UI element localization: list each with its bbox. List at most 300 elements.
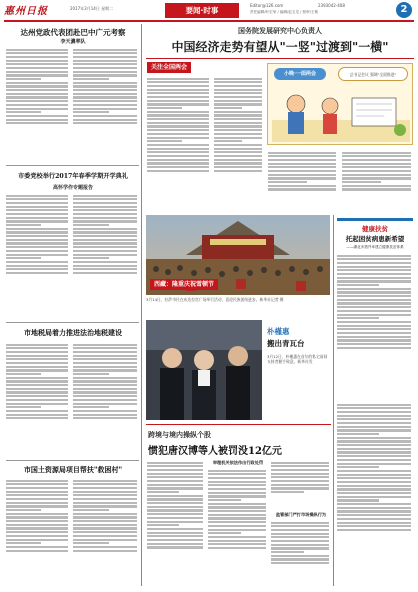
text-line [147, 129, 209, 131]
text-line [6, 268, 68, 270]
text-line [337, 280, 411, 282]
text-line [73, 265, 137, 267]
section-banner: 关注全国两会 [147, 62, 191, 73]
text-line [271, 476, 329, 478]
text-line [271, 473, 329, 475]
text-line [73, 491, 137, 493]
text-line [73, 108, 137, 110]
text-line [73, 498, 137, 500]
text-line [147, 114, 209, 116]
text-line [337, 277, 411, 279]
editor-phone: 2393042-408 [318, 3, 345, 8]
text-line [147, 532, 203, 534]
text-line [147, 495, 203, 497]
text-line [337, 325, 411, 327]
text-line [337, 299, 411, 301]
text-line [6, 231, 68, 233]
text-line [6, 202, 68, 204]
text-line [214, 162, 262, 164]
text-line [147, 535, 203, 537]
text-line [147, 521, 203, 523]
issue-date: 2017年3月14日 星期二 [70, 6, 114, 11]
text-line [337, 444, 411, 446]
text-line [6, 228, 68, 230]
text-line [147, 81, 209, 83]
text-line [147, 546, 203, 548]
text-line [73, 261, 137, 263]
feature-headline: 托起困贫病患新希望 [345, 235, 405, 243]
text-line [73, 535, 137, 537]
article-body [268, 150, 338, 212]
text-line [337, 485, 411, 487]
text-line [271, 525, 329, 527]
text-line [73, 417, 137, 419]
text-line [214, 89, 262, 91]
text-line [6, 406, 41, 408]
text-line [337, 522, 411, 524]
text-line [73, 100, 137, 102]
text-line [214, 111, 262, 113]
text-line [6, 366, 68, 368]
article-body [73, 47, 139, 159]
text-line [147, 140, 182, 142]
text-line [73, 195, 137, 197]
text-line [337, 507, 411, 509]
text-line [214, 81, 262, 83]
text-line [337, 332, 411, 334]
text-line [6, 377, 68, 379]
text-line [73, 344, 137, 346]
text-line [342, 174, 411, 176]
text-line [271, 544, 329, 546]
text-line [337, 339, 411, 341]
text-line [6, 67, 68, 69]
feature-rule [337, 218, 413, 221]
text-line [214, 140, 242, 142]
text-line [73, 527, 137, 529]
text-line [6, 550, 68, 552]
text-line [147, 166, 209, 168]
text-line [73, 483, 137, 485]
text-line [6, 509, 41, 511]
text-line [147, 513, 203, 515]
text-line [73, 524, 137, 526]
article-body [342, 150, 413, 212]
divider [6, 322, 139, 323]
text-line [6, 265, 68, 267]
text-line [214, 114, 262, 116]
text-line [6, 195, 68, 197]
text-line [147, 125, 209, 127]
text-line [73, 366, 137, 368]
text-line [73, 122, 137, 124]
article-subhead: 审理机关依法作出行政处罚 [212, 460, 264, 465]
text-line [147, 96, 209, 98]
text-line [208, 521, 266, 523]
text-line [337, 503, 411, 505]
text-line [268, 185, 336, 187]
text-line [73, 49, 137, 51]
divider [6, 165, 139, 166]
text-line [73, 231, 137, 233]
article-body [147, 460, 205, 586]
text-line [6, 344, 68, 346]
text-line [208, 484, 266, 486]
editor-credits: 责任编辑/叶宏荣 / 编辑/赵玉龙 / 校审/王敏 [250, 10, 319, 14]
text-line [214, 144, 262, 146]
text-line [337, 481, 411, 483]
text-line [147, 103, 209, 105]
text-line [147, 155, 209, 157]
text-line [6, 220, 68, 222]
text-line [6, 483, 68, 485]
article-body [73, 193, 139, 311]
text-line [337, 347, 411, 349]
text-line [73, 351, 137, 353]
cartoon-drawing [272, 84, 410, 142]
text-line [147, 151, 209, 153]
text-line [73, 550, 137, 552]
text-line [73, 217, 137, 219]
text-line [337, 470, 411, 472]
article-body [147, 76, 211, 212]
text-line [6, 388, 68, 390]
text-line [73, 384, 137, 386]
text-line [6, 122, 68, 124]
text-line [73, 56, 137, 58]
text-line [73, 93, 137, 95]
text-line [6, 209, 68, 211]
text-line [6, 362, 68, 364]
text-line [6, 391, 68, 393]
text-line [147, 118, 209, 120]
text-line [268, 188, 336, 190]
text-line [73, 250, 137, 252]
article-subhead: 监管部门严打市场操纵行为 [275, 512, 327, 517]
text-line [342, 152, 411, 154]
text-line [6, 347, 68, 349]
text-line [214, 166, 262, 168]
text-line [73, 373, 109, 375]
text-line [337, 411, 411, 413]
text-line [214, 170, 262, 172]
text-line [73, 96, 137, 98]
text-line [73, 380, 137, 382]
text-line [6, 100, 68, 102]
text-line [6, 52, 68, 54]
text-line [147, 462, 203, 464]
text-line [208, 488, 266, 490]
text-line [6, 395, 68, 397]
text-line [214, 103, 262, 105]
text-line [73, 239, 137, 241]
text-line [208, 536, 266, 538]
text-line [337, 451, 411, 453]
text-line [6, 531, 68, 533]
text-line [147, 543, 203, 545]
text-line [73, 516, 137, 518]
text-line [6, 115, 68, 117]
text-line [6, 111, 41, 113]
text-line [342, 166, 411, 168]
text-line [214, 100, 262, 102]
text-line [6, 49, 68, 51]
text-line [6, 351, 68, 353]
text-line [6, 358, 68, 360]
text-line [6, 261, 68, 263]
text-line [73, 347, 137, 349]
article-body [73, 478, 139, 586]
text-line [337, 448, 411, 450]
text-line [271, 529, 329, 531]
divider [6, 460, 139, 461]
article-body [6, 342, 70, 452]
text-line [73, 272, 137, 274]
text-line [73, 111, 109, 113]
text-line [73, 85, 137, 87]
text-line [6, 355, 68, 357]
text-line [6, 119, 68, 121]
article-body [271, 460, 331, 510]
text-line [73, 220, 137, 222]
text-line [214, 129, 262, 131]
text-line [337, 317, 379, 319]
text-line [208, 525, 266, 527]
text-line [208, 481, 266, 483]
text-line [73, 505, 137, 507]
article-body [337, 253, 413, 393]
text-line [208, 517, 266, 519]
text-line [73, 60, 137, 62]
text-line [214, 137, 262, 139]
text-line [147, 159, 209, 161]
text-line [73, 268, 137, 270]
text-line [147, 517, 203, 519]
text-line [6, 384, 68, 386]
text-line [6, 239, 68, 241]
article-headline: 惯犯唐汉博等人被罚没12亿元 [148, 446, 282, 457]
text-line [342, 185, 411, 187]
text-line [6, 373, 41, 375]
text-line [6, 524, 68, 526]
text-line [73, 391, 137, 393]
text-line [147, 487, 203, 489]
speech-bubble: 总书记会议 强调"全面推进" [338, 67, 408, 81]
text-line [147, 133, 209, 135]
text-line [6, 257, 41, 259]
text-line [342, 159, 411, 161]
photo-caption: 3月14日，拉萨市民在布达拉宫广场举行活动，喜迎民族团结进步。新华社记者 摄 [146, 297, 284, 302]
text-line [147, 476, 203, 478]
text-line [337, 262, 411, 264]
text-line [73, 78, 109, 80]
article-headline: 市地税局着力推进法治地税建设 [24, 328, 122, 337]
article-subhead: 李天濃率队 [60, 39, 86, 45]
text-line [6, 502, 68, 504]
text-line [268, 163, 336, 165]
text-line [214, 96, 262, 98]
text-line [6, 417, 68, 419]
text-line [147, 502, 203, 504]
text-line [73, 119, 137, 121]
text-line [147, 528, 203, 530]
sidebar-tag: 朴槿惠 [267, 327, 290, 336]
text-line [342, 177, 411, 179]
text-line [6, 235, 68, 237]
text-line [6, 198, 68, 200]
text-line [337, 321, 411, 323]
text-line [337, 302, 411, 304]
text-line [214, 151, 262, 153]
text-line [147, 484, 203, 486]
text-line [271, 547, 329, 549]
text-line [337, 266, 411, 268]
page-number: 2 [396, 2, 412, 18]
text-line [6, 414, 68, 416]
article-headline: 市委党校举行2017年春季学期开学典礼 [17, 173, 129, 180]
text-line [208, 510, 266, 512]
text-line [147, 137, 209, 139]
text-line [73, 369, 137, 371]
text-line [73, 82, 137, 84]
text-line [208, 547, 266, 549]
text-line [6, 104, 68, 106]
text-line [73, 395, 137, 397]
text-line [73, 414, 137, 416]
text-line [73, 362, 137, 364]
text-line [337, 288, 411, 290]
text-line [6, 539, 68, 541]
text-line [73, 480, 137, 482]
text-line [6, 369, 68, 371]
text-line [337, 306, 411, 308]
text-line [208, 506, 266, 508]
text-line [214, 125, 262, 127]
text-line [6, 78, 41, 80]
text-line [6, 89, 68, 91]
text-line [147, 473, 203, 475]
text-line [6, 498, 68, 500]
text-line [6, 491, 68, 493]
text-line [268, 170, 336, 172]
text-line [271, 555, 329, 557]
text-line [268, 155, 336, 157]
text-line [271, 522, 329, 524]
text-line [73, 546, 137, 548]
text-line [271, 533, 329, 535]
text-line [337, 415, 411, 417]
headline-rule [146, 58, 414, 59]
text-line [342, 163, 411, 165]
text-line [147, 506, 203, 508]
text-line [208, 492, 266, 494]
text-line [208, 532, 241, 534]
text-line [147, 100, 209, 102]
text-line [342, 155, 411, 157]
text-line [268, 166, 336, 168]
text-line [6, 82, 68, 84]
text-line [73, 254, 137, 256]
text-line [147, 491, 179, 493]
editorial-cartoon [267, 63, 413, 145]
text-line [73, 242, 137, 244]
text-line [337, 492, 411, 494]
text-line [6, 60, 68, 62]
text-line [6, 85, 68, 87]
sidebar-caption: 3月12日，朴槿惠在首尔的私宅前同支持者握手致意。新华社发 [267, 354, 328, 364]
text-line [214, 159, 262, 161]
text-line [6, 516, 68, 518]
text-line [73, 228, 137, 230]
text-line [271, 536, 329, 538]
text-line [208, 529, 266, 531]
text-line [337, 510, 411, 512]
text-line [73, 509, 109, 511]
text-line [337, 273, 411, 275]
text-line [214, 107, 242, 109]
text-line [73, 235, 137, 237]
text-line [208, 470, 266, 472]
text-line [337, 291, 411, 293]
text-line [337, 418, 411, 420]
text-line [73, 206, 137, 208]
article-kicker: 跨境与境内操纵个股 [148, 431, 211, 439]
article-body [214, 76, 264, 212]
text-line [337, 488, 411, 490]
article-body [337, 402, 413, 586]
text-line [337, 426, 411, 428]
text-line [6, 217, 68, 219]
feature-subhead: ——湖北多措并举建立健康扶贫体系 [346, 245, 404, 249]
article-kicker: 国务院发展研究中心负责人 [238, 27, 322, 35]
text-line [214, 148, 262, 150]
text-line [147, 162, 209, 164]
article-subhead: 高怀学作专题报告 [52, 185, 93, 191]
photo-caption-tag: 西藏：隆重庆祝雪顿节 [150, 279, 218, 290]
text-line [271, 540, 329, 542]
text-line [6, 272, 68, 274]
text-line [73, 67, 137, 69]
text-line [73, 224, 109, 226]
text-line [6, 56, 68, 58]
article-body [6, 478, 70, 586]
text-line [73, 74, 137, 76]
text-line [268, 152, 336, 154]
text-line [6, 74, 68, 76]
text-line [73, 388, 137, 390]
text-line [147, 122, 209, 124]
text-line [214, 85, 262, 87]
text-line [73, 213, 137, 215]
text-line [73, 399, 137, 401]
text-line [147, 148, 209, 150]
text-line [147, 144, 209, 146]
section-title: 要闻·时事 [165, 3, 239, 18]
divider [146, 424, 331, 425]
text-line [208, 499, 241, 501]
text-line [6, 96, 68, 98]
text-line [6, 480, 68, 482]
text-line [147, 469, 203, 471]
press-photo [146, 320, 262, 420]
text-line [73, 502, 137, 504]
text-line [6, 224, 41, 226]
text-line [73, 520, 137, 522]
text-line [147, 509, 203, 511]
text-line [6, 546, 68, 548]
article-headline: 达州党政代表团赴巴中广元考察 [20, 28, 126, 37]
text-line [268, 159, 336, 161]
